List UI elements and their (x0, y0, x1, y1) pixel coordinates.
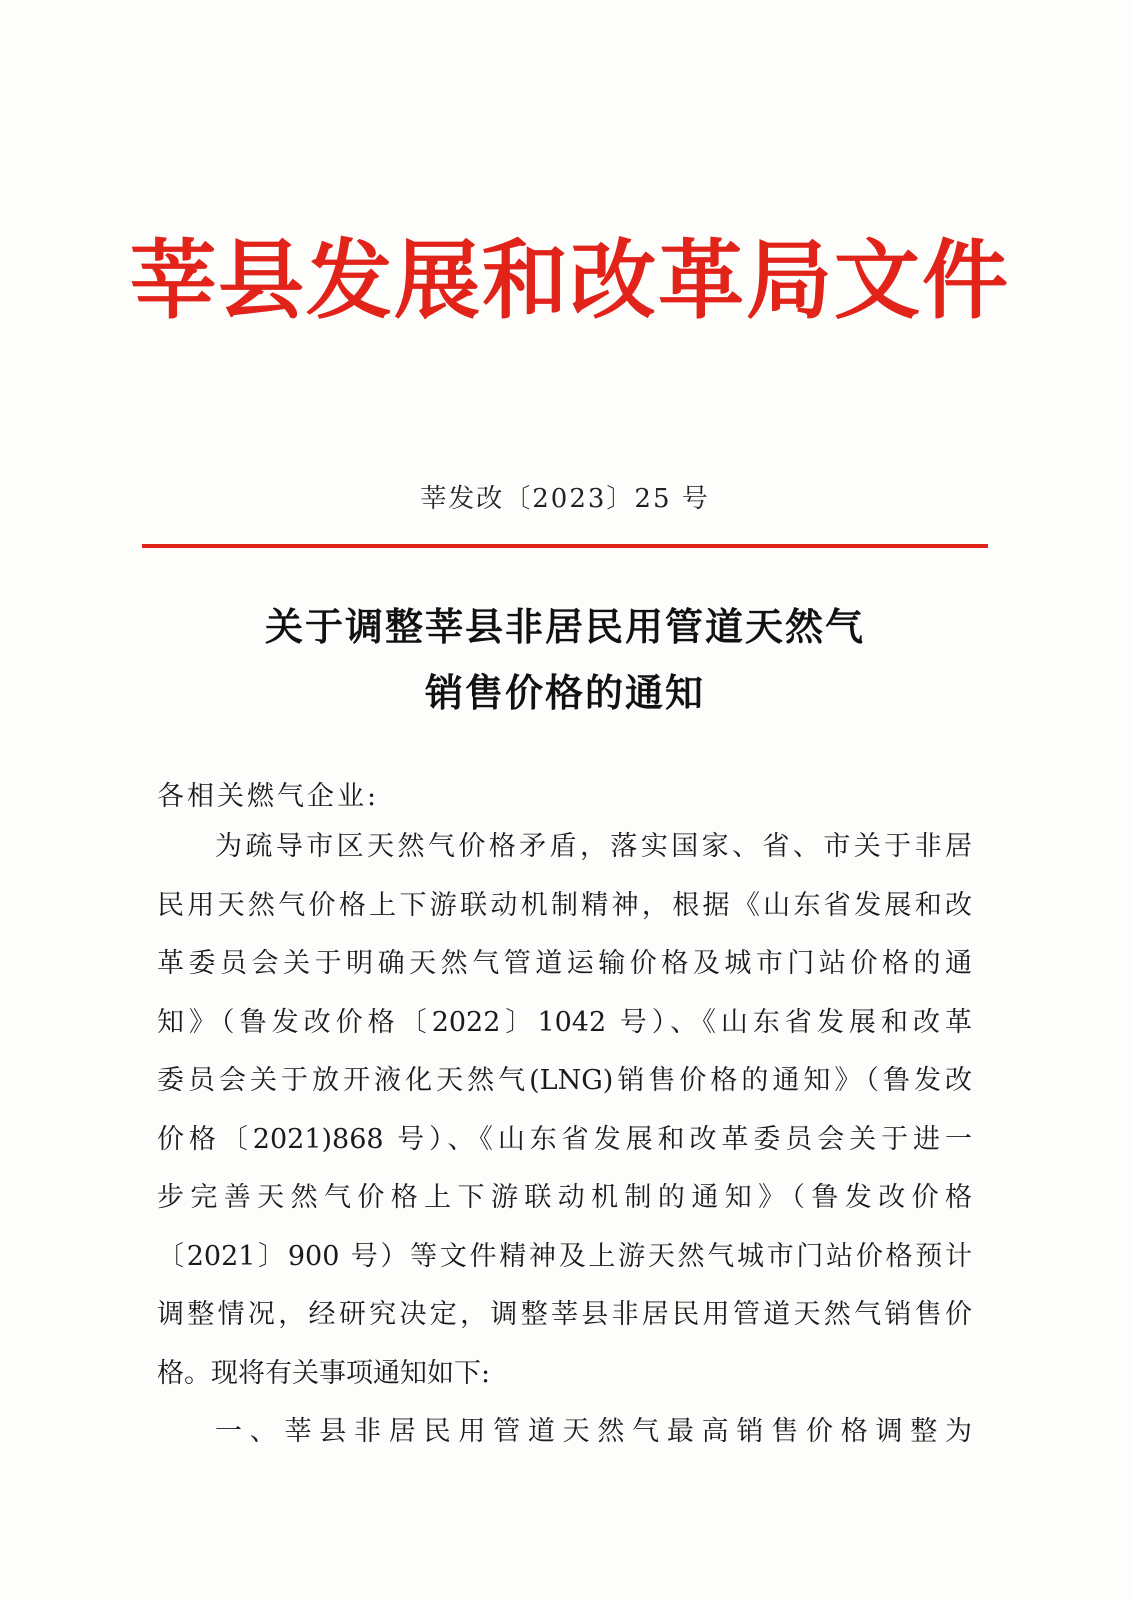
salutation: 各相关燃气企业: (157, 781, 380, 812)
notice-title-line-1: 关于调整莘县非居民用管道天然气 (264, 604, 865, 649)
paragraph-line: 步完善天然气价格上下游联动机制的通知》（鲁发改价格 (157, 1182, 972, 1213)
paragraph-line: 为疏导市区天然气价格矛盾，落实国家、省、市关于非居 (215, 831, 972, 862)
paragraph-line: 格。现将有关事项通知如下: (157, 1357, 491, 1389)
notice-title-line-2: 销售价格的通知 (424, 670, 705, 715)
paragraph-line: 民用天然气价格上下游联动机制精神，根据《山东省发展和改 (157, 889, 972, 921)
paragraph-line: 〔2021〕900 号）等文件精神及上游天然气城市门站价格预计 (157, 1240, 972, 1272)
issuing-authority-title: 莘县发展和改革局文件 (130, 230, 1010, 331)
paragraph-line: 价格〔2021)868 号）、《山东省发展和改革委员会关于进一 (157, 1123, 972, 1155)
paragraph-line: 一、莘县非居民用管道天然气最高销售价格调整为 (215, 1416, 972, 1447)
document-number: 莘发改〔2023〕25 号 (420, 484, 710, 514)
paragraph-line: 调整情况，经研究决定，调整莘县非居民用管道天然气销售价 (157, 1299, 972, 1330)
paragraph-line: 革委员会关于明确天然气管道运输价格及城市门站价格的通 (157, 948, 972, 979)
red-divider-line (142, 544, 988, 548)
paragraph-line: 知》（鲁发改价格〔2022〕1042 号）、《山东省发展和改革 (157, 1006, 972, 1038)
paragraph-line: 委员会关于放开液化天然气(LNG)销售价格的通知》（鲁发改 (157, 1065, 972, 1096)
body-text (157, 818, 972, 1462)
